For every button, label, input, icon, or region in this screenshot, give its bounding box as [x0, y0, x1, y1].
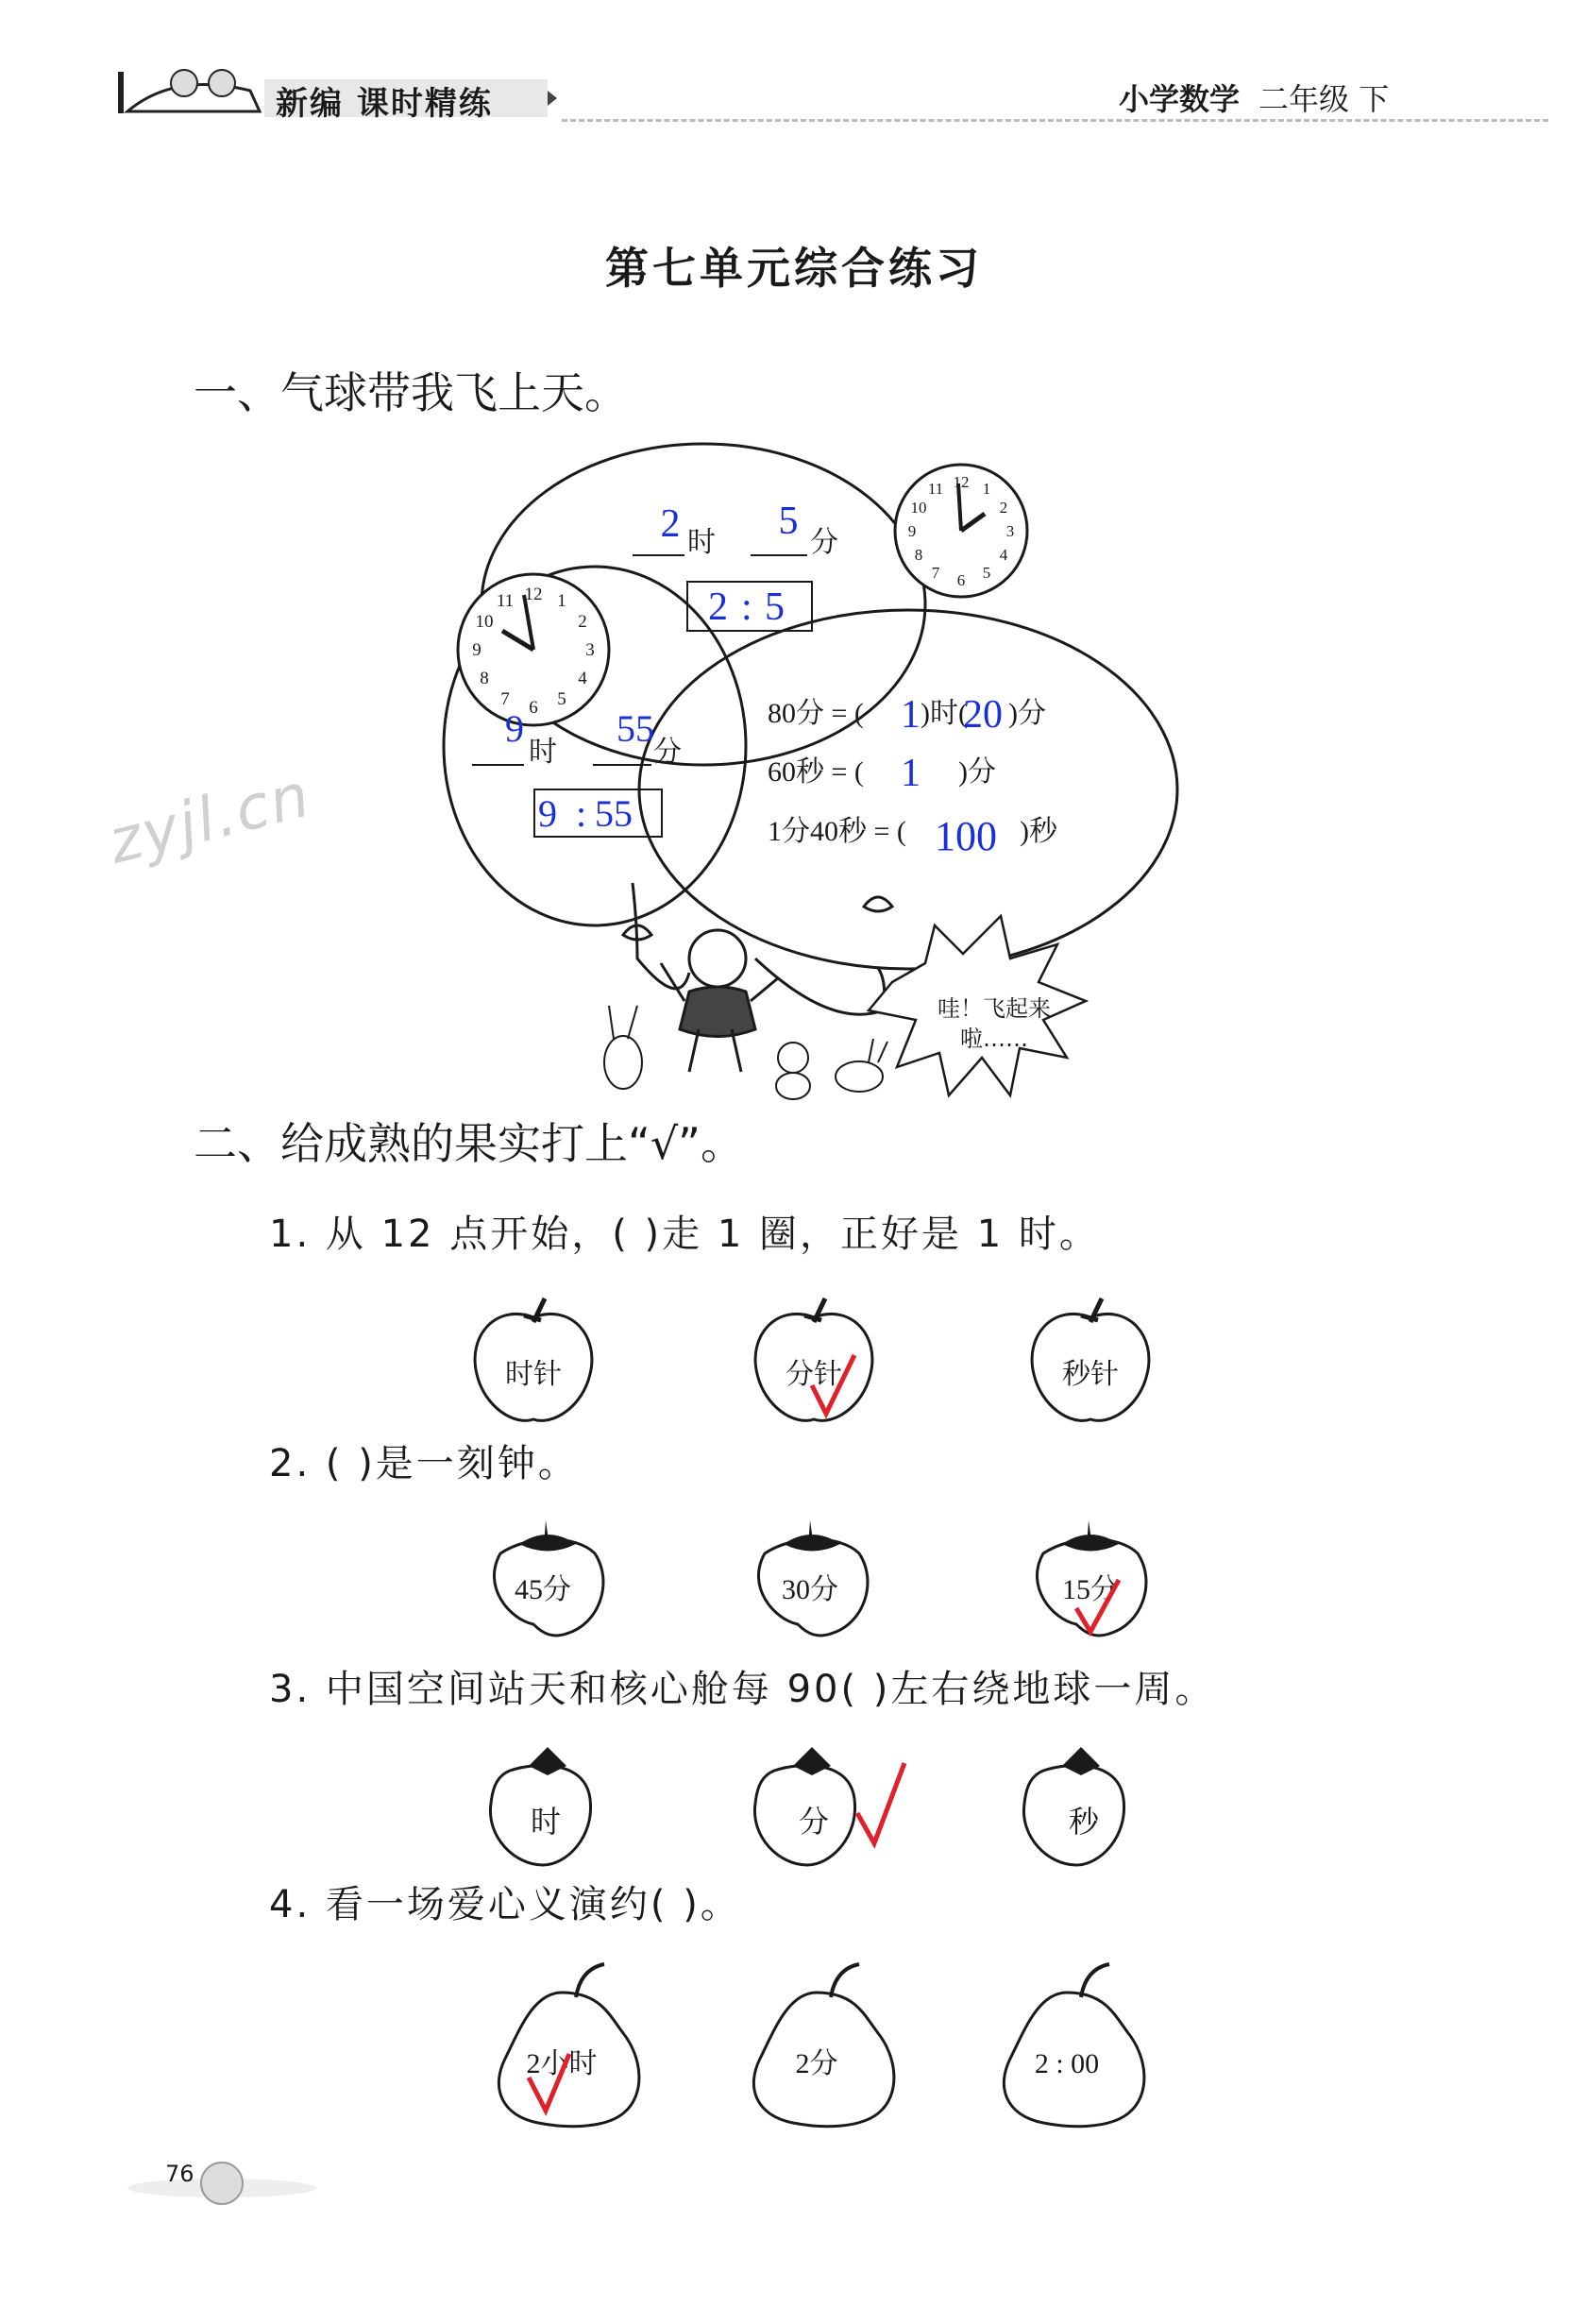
clock-num: 1: [557, 591, 566, 611]
clock-num: 1: [982, 480, 991, 498]
subject-label: 小学数学: [1119, 81, 1241, 117]
clock-num: 3: [585, 640, 595, 660]
conv3-lhs: 1分40秒 = (: [768, 816, 906, 847]
clock-num: 4: [999, 546, 1008, 564]
balloons-illustration: [434, 434, 1190, 1114]
option-label: 秒: [1068, 1805, 1100, 1839]
clock-num: 9: [907, 522, 917, 540]
clock-num: 3: [1005, 522, 1015, 540]
boy-illustration: [661, 930, 779, 1072]
section1-heading: 一、气球带我飞上天。: [194, 367, 628, 418]
q3-fruits: [463, 1738, 1180, 1879]
conv1-tail: )分: [1008, 698, 1046, 729]
question-2: 2. ( )是一刻钟。: [269, 1442, 579, 1485]
clock-num: 2: [578, 612, 587, 632]
page-title: 第七单元综合练习: [605, 243, 983, 294]
option-label: 45分: [515, 1574, 571, 1605]
option-label: 分: [798, 1805, 830, 1839]
question-3: 3. 中国空间站天和核心舱每 90( )左右绕地球一周。: [269, 1668, 1216, 1711]
question-1: 1. 从 12 点开始，( )走 1 圈，正好是 1 时。: [269, 1213, 1100, 1256]
conv1-mid: )时(: [921, 698, 968, 729]
clock-num: 4: [578, 669, 587, 688]
conv1-ans2: 20: [963, 693, 1003, 737]
clock-num: 7: [931, 564, 940, 582]
q1-fruits: [463, 1289, 1180, 1431]
book-title: 新编 课时精练: [276, 85, 493, 123]
clock-num: 8: [480, 669, 489, 688]
page-number: 76: [165, 2161, 194, 2187]
clock-num: 6: [956, 571, 966, 589]
question-4: 4. 看一场爱心义演约( )。: [269, 1883, 741, 1926]
unit-hour: 时: [687, 527, 716, 558]
conv1-ans1: 1: [901, 693, 921, 737]
answer-hour: 9: [505, 707, 524, 750]
option-label: 分针: [786, 1359, 842, 1390]
answer-minute: 5: [778, 500, 799, 543]
q4-fruits: [463, 1955, 1180, 2134]
clock-num: 5: [557, 689, 566, 709]
speech-text: 哇！飞起来啦……: [938, 995, 1051, 1052]
check-mark: [857, 1763, 904, 1843]
answer-minute: 55: [617, 707, 654, 750]
option-label: 2 : 00: [1034, 2048, 1100, 2079]
clock-num: 10: [475, 612, 494, 632]
option-label: 2分: [795, 2048, 838, 2079]
option-label: 30分: [782, 1574, 838, 1605]
digital-minute: 5: [765, 585, 785, 629]
svg-text::: :: [741, 585, 752, 629]
clock-num: 8: [914, 546, 923, 564]
clock-num: 5: [982, 564, 991, 582]
conv2-tail: )分: [958, 756, 996, 788]
q2-fruits: [463, 1516, 1180, 1657]
conv1-lhs: 80分 = (: [768, 698, 864, 729]
clock-num: 10: [910, 499, 927, 517]
option-label: 15分: [1062, 1574, 1119, 1605]
conv2-ans: 1: [901, 752, 921, 795]
top-clock-icon: [895, 465, 1027, 597]
clock-num: 7: [500, 689, 510, 709]
clock-num: 11: [927, 480, 944, 498]
option-label: 秒针: [1062, 1359, 1119, 1390]
clock-num: 12: [524, 585, 543, 604]
clock-num: 6: [529, 698, 538, 718]
header-subject: [1119, 76, 1389, 119]
page-number-ornament: [113, 2136, 330, 2212]
clock-num: 2: [999, 499, 1008, 517]
unit-hour: 时: [529, 737, 557, 768]
conv3-tail: )秒: [1020, 816, 1057, 847]
left-clock-icon: [458, 574, 609, 725]
svg-text::: :: [576, 792, 587, 835]
unit-minute: 分: [653, 737, 682, 768]
unit-minute: 分: [810, 527, 838, 558]
conv3-ans: 100: [935, 813, 997, 859]
conv2-lhs: 60秒 = (: [768, 756, 864, 788]
watermark: zyjl.cn: [102, 760, 318, 878]
option-label: 2小时: [526, 2048, 598, 2079]
section2-heading: 二、给成熟的果实打上“√”。: [194, 1118, 744, 1169]
clock-num: 11: [496, 591, 515, 611]
option-label: 时针: [505, 1359, 562, 1390]
option-label: 时: [530, 1805, 562, 1839]
grade-label: 二年级 下: [1259, 81, 1390, 117]
digital-hour: 9: [538, 792, 557, 835]
header-divider: [562, 119, 1548, 122]
clock-num: 12: [953, 473, 970, 491]
clock-num: 9: [472, 640, 481, 660]
digital-minute: 55: [595, 792, 633, 835]
answer-hour: 2: [660, 502, 681, 546]
digital-hour: 2: [708, 585, 728, 629]
